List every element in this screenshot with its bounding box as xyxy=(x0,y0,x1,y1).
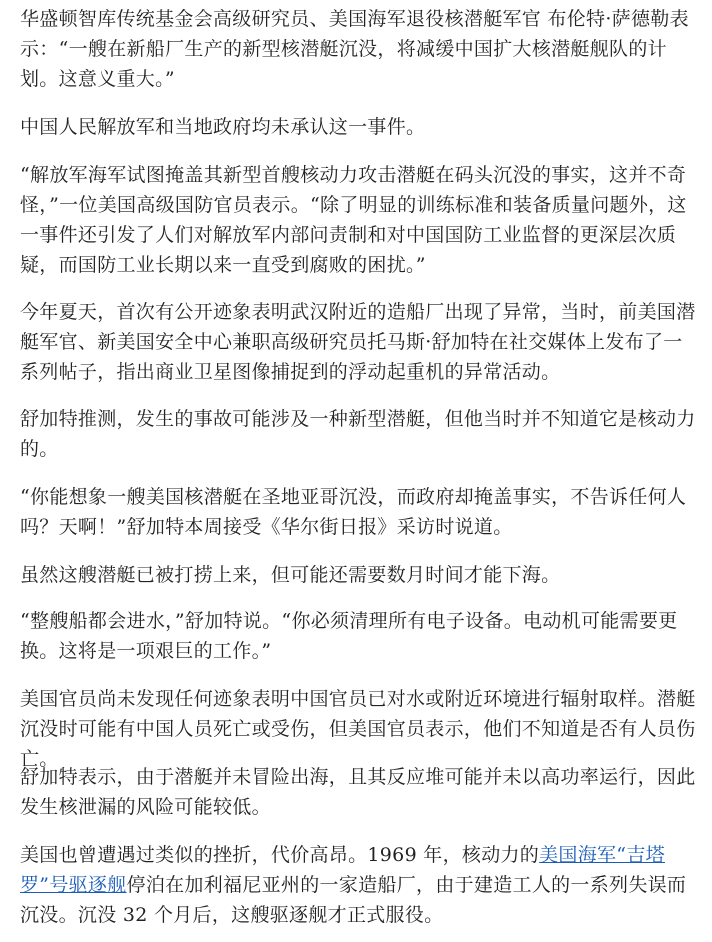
paragraph-water-damage-quote: “整艘船都会进水，”舒加特说。“你必须清理所有电子设备。电动机可能需要更换。这将是一项艰巨的工作。” xyxy=(20,610,678,662)
paragraph-salvage: 虽然这艘潜艇已被打捞上来，但可能还需要数月时间才能下海。 xyxy=(20,564,561,586)
paragraph-satellite-images: 今年夏天，首次有公开迹象表明武汉附近的造船厂出现了异常，当时，前美国潜艇军官、新美国安全中心兼职高级研究员托马斯·舒加特在社交媒体上发布了一系列帖子，指出商业卫星图像捕捉到的浮动起重机的异常活动。 xyxy=(20,301,696,383)
precedent-text-after: 停泊在加利福尼亚州的一家造船厂，由于建造工人的一系列失误而沉没。沉没 32 个月后，这艘驱逐舰才正式服役。 xyxy=(20,874,687,926)
guitarro-link[interactable]: 美国海军“吉塔罗”号驱逐舰 xyxy=(20,844,665,896)
precedent-text-before: 美国也曾遭遇过类似的挫折，代价高昂。1969 年，核动力的 xyxy=(20,844,540,866)
paragraph-defense-official-quote: “解放军海军试图掩盖其新型首艘核动力攻击潜艇在码头沉没的事实，这并不奇怪，”一位美国高级国防官员表示。“除了明显的训练标准和装备质量问题外，这一事件还引发了人们对解放军内部问责制和对中国国防工业监督的更深层次质疑，而国防工业长期以来一直受到腐败的困扰。” xyxy=(20,164,687,276)
paragraph-us-precedent xyxy=(20,840,700,930)
paragraph-shugart-speculation: 舒加特推测，发生的事故可能涉及一种新型潜艇，但他当时并不知道它是核动力的。 xyxy=(20,408,696,460)
paragraph-radiation-sampling: 美国官员尚未发现任何迹象表明中国官员已对水或附近环境进行辐射取样。潜艇沉没时可能有中国人员死亡或受伤，但美国官员表示，他们不知道是否有人员伤亡。 xyxy=(20,688,696,770)
paragraph-sadler-quote: 华盛顿智库传统基金会高级研究员、美国海军退役核潜艇军官 布伦特·萨德勒表示：“一艘在新船厂生产的新型核潜艇沉没，将减缓中国扩大核潜艇舰队的计划。这意义重大。” xyxy=(20,8,689,90)
paragraph-san-diego-quote: “你能想象一艘美国核潜艇在圣地亚哥沉没，而政府却掩盖事实，不告诉任何人吗？天啊！”舒加特本周接受《华尔街日报》采访时说道。 xyxy=(20,486,687,538)
paragraph-leak-risk: 舒加特表示，由于潜艇并未冒险出海，且其反应堆可能并未以高功率运行，因此发生核泄漏的风险可能较低。 xyxy=(20,766,696,818)
paragraph-no-acknowledgement: 中国人民解放军和当地政府均未承认这一事件。 xyxy=(20,116,426,138)
